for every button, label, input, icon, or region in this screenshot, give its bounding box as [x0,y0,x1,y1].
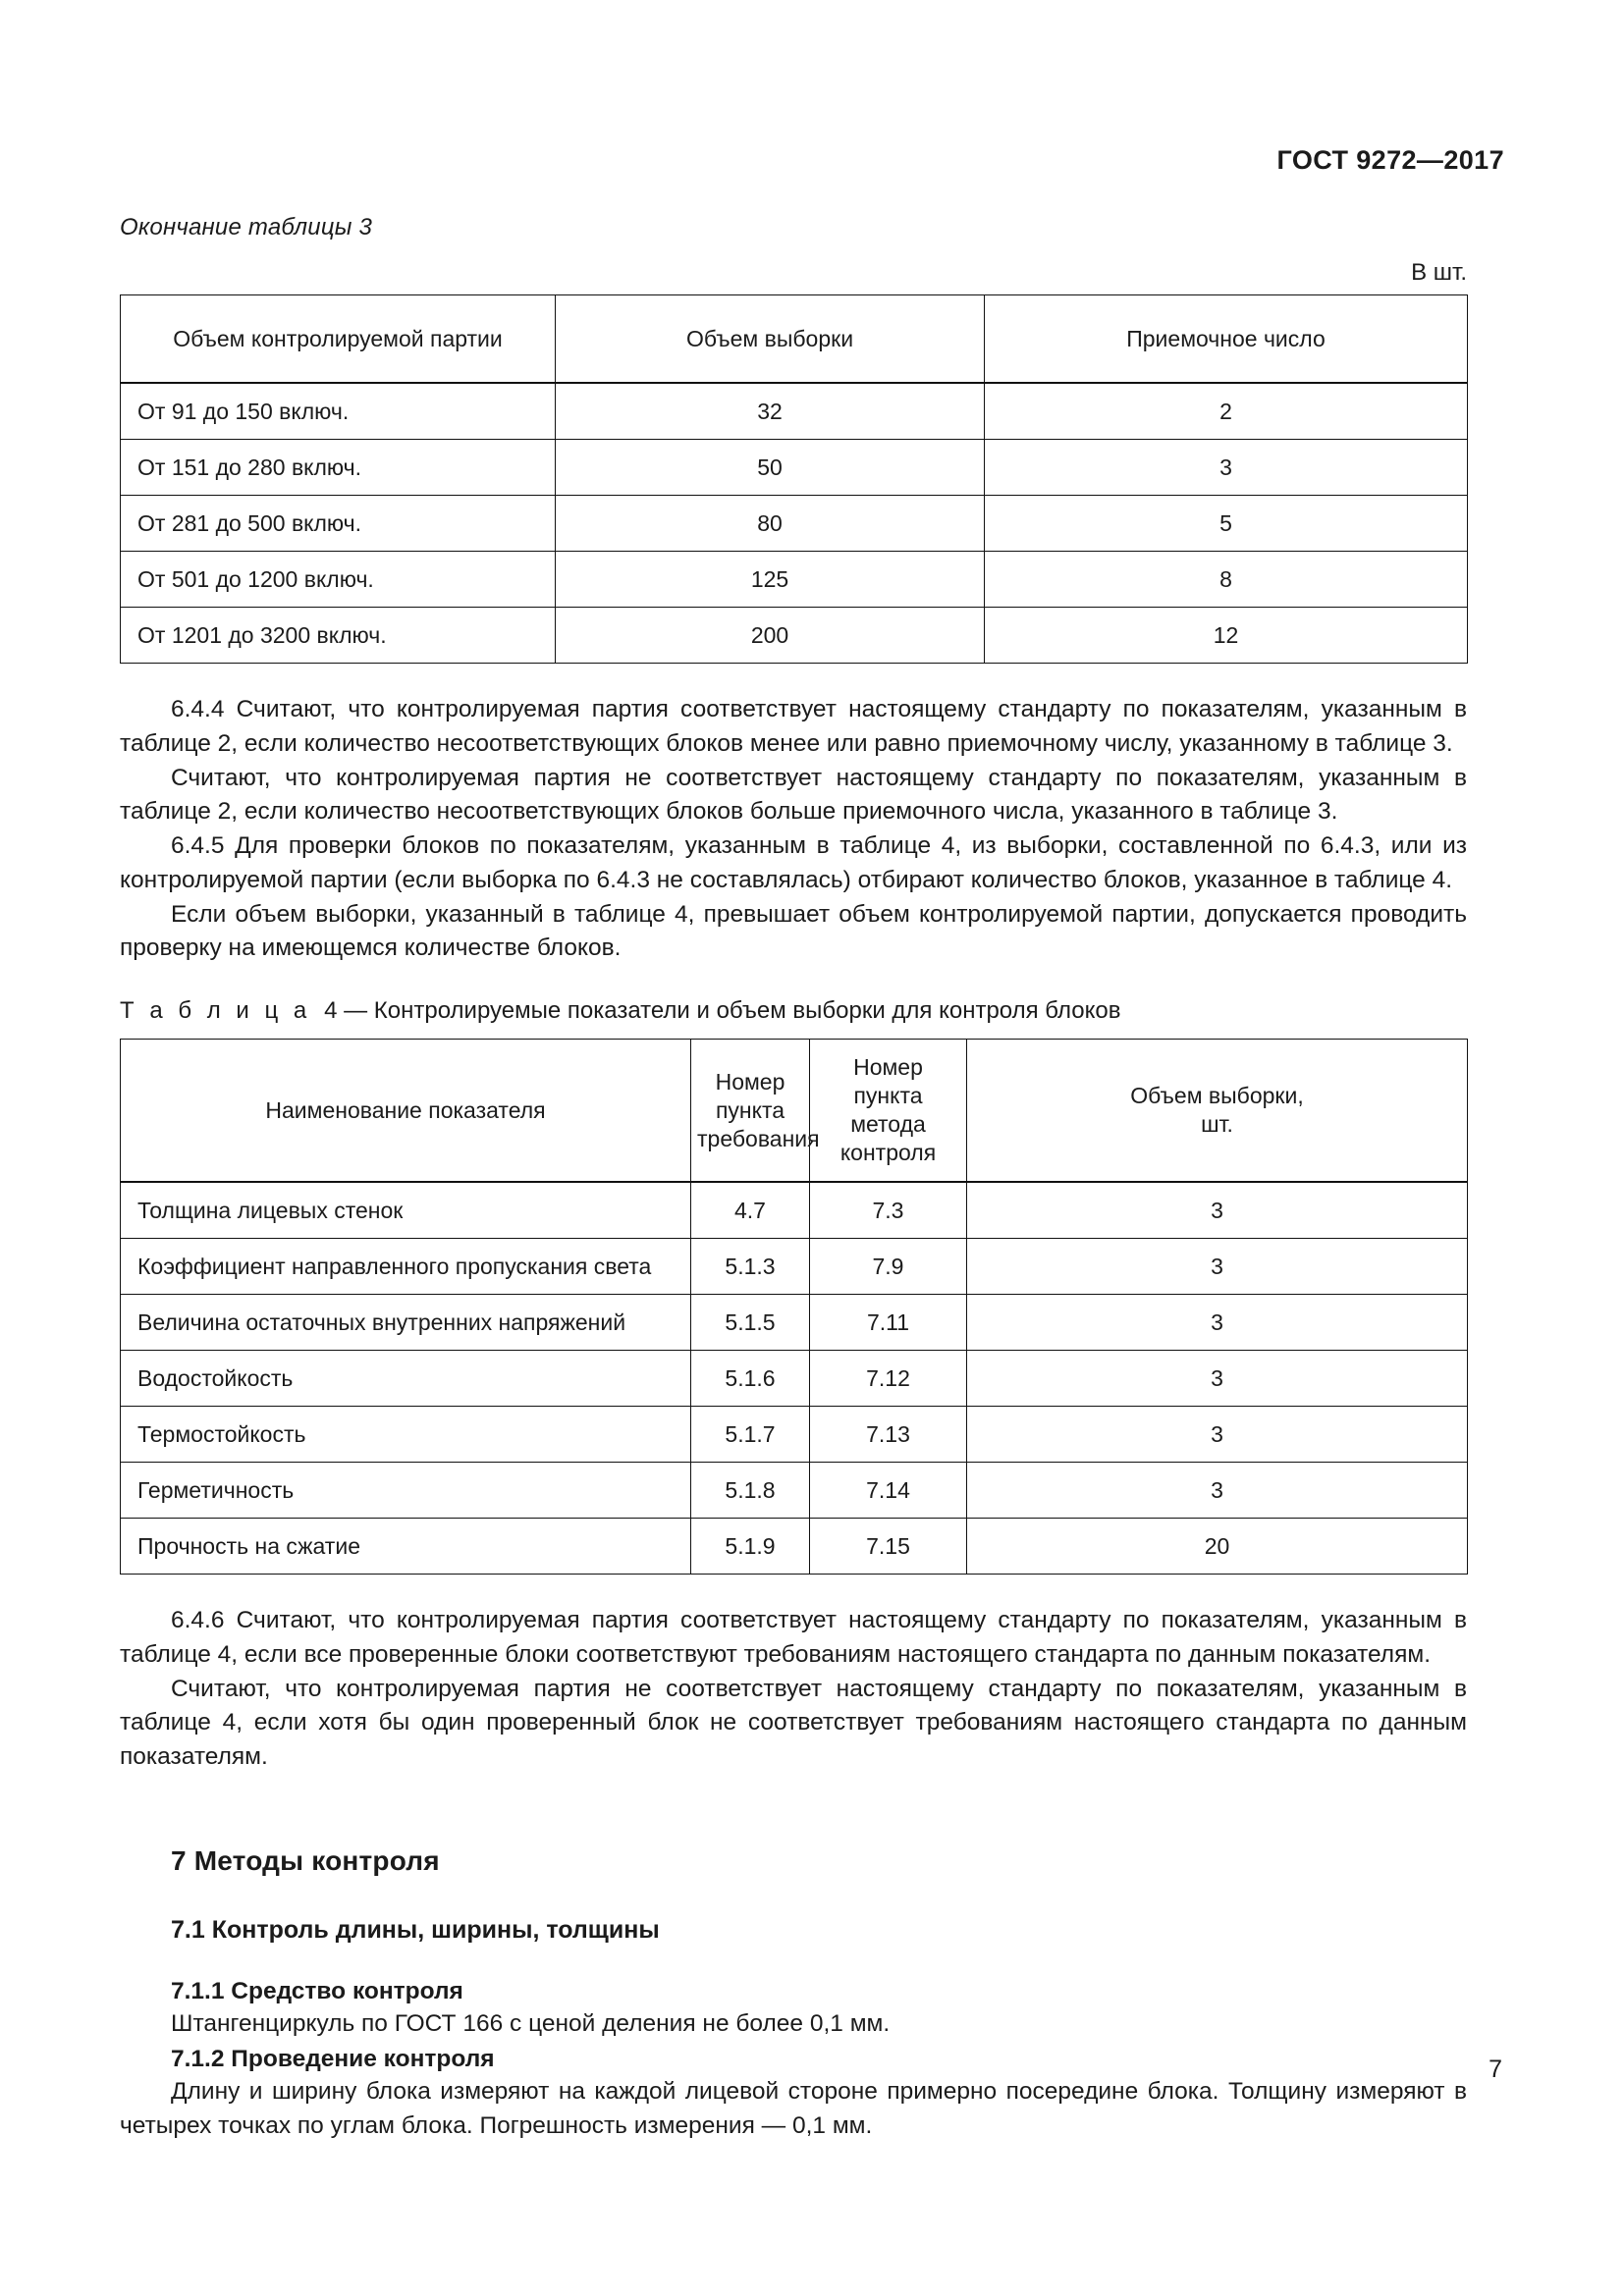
clause-7-1-2-text: Длину и ширину блока измеряют на каждой лицевой стороне примерно посередине блока. Толщину измеряют в четырех точках по углам блока. Погрешность измерения — 0,1 мм. [120,2077,1467,2139]
table3-cell-sample: 32 [556,383,985,440]
clause-6-4-6: 6.4.6 Считают, что контролируемая партия соответствует настоящему стандарту по показателям, указанным в таблице 4, если все проверенные блоки соответствуют требованиям настоящего стандарта по данным показателям. [120,1607,1467,1668]
table-row [121,1182,1468,1239]
page-number: 7 [1489,2056,1502,2083]
header-line: Наименование показателя [265,1096,546,1123]
table4-cell-requirement: 4.7 [691,1182,810,1239]
table4-cell-sample: 3 [967,1407,1468,1463]
table3-cell-range: От 151 до 280 включ. [121,440,556,496]
table4-cell-requirement: 5.1.7 [691,1407,810,1463]
table-row [121,440,1468,496]
clause-7-1-1-text: Штангенциркуль по ГОСТ 166 с ценой деления не более 0,1 мм. [171,2010,891,2038]
header-line: Номер пункта [715,1068,785,1123]
table4-cell-method: 7.3 [810,1182,967,1239]
table3-cell-range: От 91 до 150 включ. [121,383,556,440]
standard-designation-header: ГОСТ 9272—2017 [1276,145,1504,175]
table3-cell-range: От 501 до 1200 включ. [121,552,556,608]
clause-6-4-6-block [120,1604,1467,1775]
clause-6-4-6-second: Считают, что контролируемая партия не соответствует настоящему стандарту по показателям, указанным в таблице 4, если хотя бы один проверенный блок не соответствует требованиям настоящего стандарта по данным показателям. [120,1675,1467,1771]
table4-cell-method: 7.12 [810,1351,967,1407]
section-heading-7: 7 Методы контроля [171,1845,440,1877]
table-row [121,496,1468,552]
clause-6-4-4-block [120,693,1467,966]
table4-caption-label: Т а б л и ц а [120,997,311,1025]
page-content [120,214,1467,2143]
table-row [121,1351,1468,1407]
table-row [121,608,1468,664]
table3-cell-acceptance: 5 [985,496,1468,552]
table3-cell-acceptance: 12 [985,608,1468,664]
table4-cell-indicator: Термостойкость [121,1407,691,1463]
table-row [121,1295,1468,1351]
table3-cell-acceptance: 2 [985,383,1468,440]
table-row [121,1239,1468,1295]
table4-cell-method: 7.13 [810,1407,967,1463]
table4-cell-method: 7.15 [810,1519,967,1575]
table3-cell-acceptance: 3 [985,440,1468,496]
clause-6-4-5: 6.4.5 Для проверки блоков по показателям, указанным в таблице 4, из выборки, составленной по 6.4.3, или из контролируемой партии (если выборка по 6.4.3 не составлялась) отбирают количество блоков, указанное в таблице 4. [120,832,1467,893]
table4-header-row [121,1040,1468,1182]
table3-column-header: Объем выборки [556,295,985,384]
table4-cell-method: 7.11 [810,1295,967,1351]
table4-cell-sample: 3 [967,1239,1468,1295]
table3-header-row [121,295,1468,384]
table3 [120,294,1468,664]
header-line: требования [697,1125,820,1151]
table4-cell-method: 7.14 [810,1463,967,1519]
table4-cell-indicator: Прочность на сжатие [121,1519,691,1575]
table-row [121,1407,1468,1463]
table4-cell-requirement: 5.1.9 [691,1519,810,1575]
table4-cell-sample: 20 [967,1519,1468,1575]
table4-cell-indicator: Коэффициент направленного пропускания света [121,1239,691,1295]
clause-6-4-4: 6.4.4 Считают, что контролируемая партия соответствует настоящему стандарту по показателям, указанным в таблице 2, если количество несоответствующих блоков менее или равно приемочному числу, указанному в таблице 3. [120,696,1467,757]
header-line: шт. [1201,1111,1233,1138]
clause-6-4-5-second: Если объем выборки, указанный в таблице 4, превышает объем контролируемой партии, допускается проводить проверку на имеющемся количестве блоков. [120,900,1467,962]
table3-column-header: Объем контролируемой партии [121,295,556,384]
table3-cell-sample: 80 [556,496,985,552]
section-heading-7-1: 7.1 Контроль длины, ширины, толщины [171,1916,660,1945]
table4-cell-sample: 3 [967,1295,1468,1351]
table4-cell-sample: 3 [967,1182,1468,1239]
table-row [121,1463,1468,1519]
table4-cell-method: 7.9 [810,1239,967,1295]
table4-cell-sample: 3 [967,1463,1468,1519]
table4-cell-indicator: Герметичность [121,1463,691,1519]
table4-caption-number: 4 [324,997,338,1025]
table4-column-header-requirement [691,1040,820,1182]
table4-cell-requirement: 5.1.8 [691,1463,810,1519]
table3-cell-sample: 125 [556,552,985,608]
table3-caption: Окончание таблицы 3 [120,214,373,240]
table3-unit-note: В шт. [1411,259,1467,286]
section-heading-7-1-1: 7.1.1 Средство контроля [171,1978,463,2005]
header-line: метода контроля [839,1111,937,1166]
header-line: Объем выборки, [1130,1083,1304,1109]
table3-cell-range: От 1201 до 3200 включ. [121,608,556,664]
table3-cell-sample: 200 [556,608,985,664]
table4-caption [120,997,1467,1025]
table3-cell-sample: 50 [556,440,985,496]
table3-cell-range: От 281 до 500 включ. [121,496,556,552]
header-line: Номер пункта [853,1054,923,1109]
table-row [121,383,1468,440]
table4-caption-text: — Контролируемые показатели и объем выборки для контроля блоков [344,997,1121,1025]
table4-cell-indicator: Величина остаточных внутренних напряжений [121,1295,691,1351]
table4-cell-requirement: 5.1.5 [691,1295,810,1351]
table4-column-header-method [810,1040,967,1182]
table4-cell-indicator: Толщина лицевых стенок [121,1182,691,1239]
table4 [120,1039,1468,1575]
table4-column-header-sample [967,1040,1468,1182]
table4-cell-requirement: 5.1.3 [691,1239,810,1295]
table4-cell-requirement: 5.1.6 [691,1351,810,1407]
table4-column-header-name [121,1040,691,1182]
table3-column-header: Приемочное число [985,295,1468,384]
table3-cell-acceptance: 8 [985,552,1468,608]
section-heading-7-1-2: 7.1.2 Проведение контроля [171,2045,495,2072]
table-row [121,552,1468,608]
table-row [121,1519,1468,1575]
table4-cell-indicator: Водостойкость [121,1351,691,1407]
clause-6-4-4-second: Считают, что контролируемая партия не соответствует настоящему стандарту по показателям, указанным в таблице 2, если количество несоответствующих блоков больше приемочного числа, указанного в таблице 3. [120,764,1467,826]
table4-cell-sample: 3 [967,1351,1468,1407]
